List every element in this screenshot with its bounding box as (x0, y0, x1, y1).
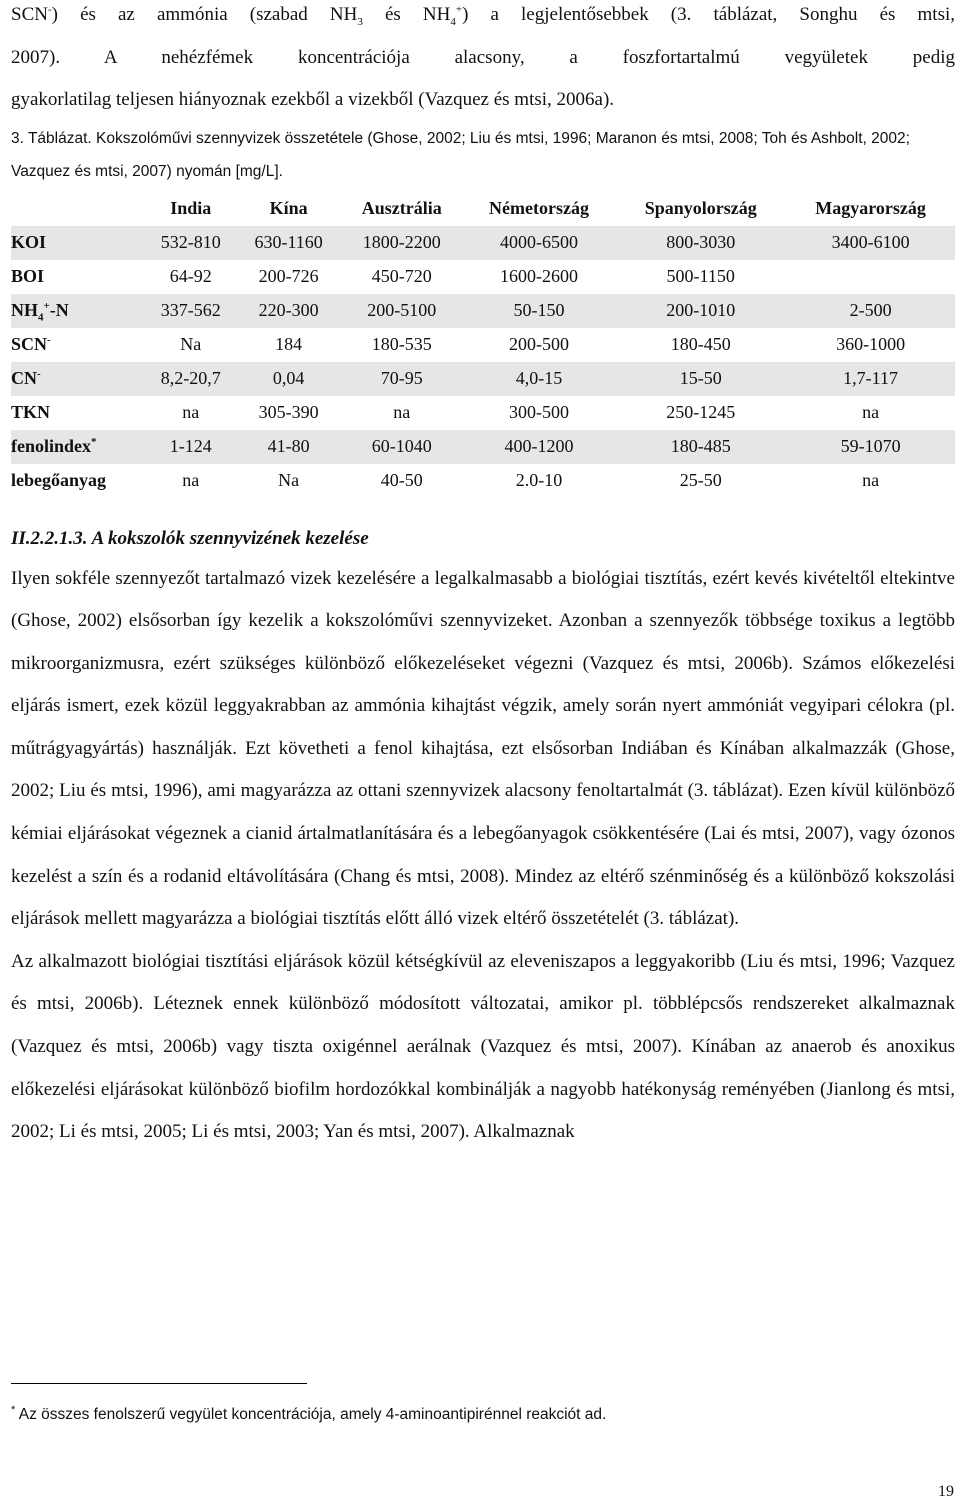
table-row (11, 430, 955, 464)
table-cell: Na (180, 334, 202, 354)
table-cell: 200-5100 (341, 294, 463, 328)
table-cell: 4000-6500 (463, 226, 615, 260)
table-cell: 200-1010 (615, 294, 786, 328)
table-cell: 630-1160 (237, 226, 341, 260)
table-cell: 305-390 (258, 402, 319, 422)
table-cell: 3400-6100 (786, 226, 955, 260)
table-cell: 1600-2600 (500, 266, 579, 286)
table-cell: 400-1200 (463, 430, 615, 464)
table-cell: 60-1040 (341, 430, 463, 464)
table-cell: 59-1070 (786, 430, 955, 464)
section-heading: II.2.2.1.3. A kokszolók szennyvizének kezelése (11, 527, 369, 549)
table-cell: na (393, 402, 411, 422)
table-header-row (11, 192, 955, 226)
table-cell: 50-150 (463, 294, 615, 328)
row-label: lebegőanyag (11, 470, 107, 490)
row-label: CN- (11, 362, 145, 396)
footnote-divider (11, 1383, 307, 1384)
table-cell: 0,04 (237, 362, 341, 396)
table-cell: 1800-2200 (341, 226, 463, 260)
header-cell: Ausztrália (361, 198, 442, 218)
table-cell: 8,2-20,7 (145, 362, 237, 396)
table-cell (786, 260, 955, 294)
table-cell: 40-50 (380, 470, 423, 490)
row-label: TKN (11, 402, 51, 422)
table-cell: 250-1245 (666, 402, 736, 422)
table-cell: 180-485 (615, 430, 786, 464)
intro-line-3: gyakorlatilag teljesen hiányoznak ezekből a vizekből (Vazquez és mtsi, 2006a). (11, 89, 615, 110)
header-cell: Kína (269, 198, 308, 218)
table-cell: Na (278, 470, 300, 490)
table-row (11, 294, 955, 328)
header-cell: Németország (489, 198, 589, 218)
table-cell: na (862, 402, 880, 422)
intro-line-2: 2007). A nehézfémek koncentrációja alacsony, a foszfortartalmú vegyületek pedig (11, 46, 955, 68)
table-cell: 500-1150 (666, 266, 735, 286)
table-row (11, 328, 955, 362)
header-empty (11, 192, 145, 226)
table-cell: 800-3030 (615, 226, 786, 260)
table-cell: na (182, 470, 200, 490)
section-paragraph-2: Az alkalmazott biológiai tisztítási eljárások közül kétségkívül az eleveniszapos a leggyakoribb (Liu és mtsi, 1996; Vazquez és mtsi, 2006b). Léteznek ennek különböző módosított változatai, amikor pl. többlépcsős rendszereket alkalmaznak (Vazquez és mtsi, 2006b) vagy tiszta oxigénnel aerálnak (Vazquez és mtsi, 2007). Kínában az anaerob és anoxikus előkezelési eljárásokat különböző biofilm hordozókkal kombinálják a nagyobb hatékonyság reményében (Jianlong és mtsi, 2002; Li és mtsi, 2005; Li és mtsi, 2003; Yan és mtsi, 2007). Alkalmaznak (11, 950, 955, 1143)
footnote-text: Az összes fenolszerű vegyület koncentrációja, amely 4-aminoantipirénnel reakciót ad. (15, 1406, 607, 1423)
table-row (11, 260, 955, 294)
table-cell: 450-720 (371, 266, 432, 286)
table-caption (11, 122, 955, 188)
intro-line-1: SCN-) és az ammónia (szabad $NH_3$ és $NH_4^+$) a legjelentősebbek (3. táblázat, Songhu és mtsi, (11, 3, 955, 28)
table-cell: na (862, 470, 880, 490)
table-cell: 180-450 (670, 334, 731, 354)
table-cell: 25-50 (679, 470, 722, 490)
document-page (11, 0, 955, 1154)
table-row (11, 464, 955, 498)
caption-text: Kokszolóművi szennyvizek összetétele (Ghose, 2002; Liu és mtsi, 1996; Maranon és mtsi, 2008; Toh és Ashbolt, 2002; Vazquez és mtsi, 2007) nyomán [mg/L]. (11, 129, 910, 180)
table-cell: 2.0-10 (515, 470, 563, 490)
table-cell: 2-500 (786, 294, 955, 328)
header-cell: India (170, 198, 212, 218)
table-cell: 200-726 (258, 266, 319, 286)
table-cell: 1-124 (145, 430, 237, 464)
table-cell: 41-80 (237, 430, 341, 464)
table-row (11, 362, 955, 396)
table-cell: 360-1000 (836, 334, 906, 354)
row-label: SCN- (11, 334, 51, 354)
header-cell: Magyarország (815, 198, 926, 218)
table-cell: 300-500 (509, 402, 570, 422)
section-paragraph-1: Ilyen sokféle szennyezőt tartalmazó vizek kezelésére a legalkalmasabb a biológiai tisztítás, ezért kevés kivételtől eltekintve (Ghose, 2002) elsősorban így kezelik a kokszolóművi szennyvizeket. Azonban a szennyezők többsége toxikus a legtöbb mikroorganizmusra, ezért szükséges különböző előkezeléseket végezni (Vazquez és mtsi, 2006b). Számos előkezelési eljárás ismert, ezek közül leggyakrabban az ammónia kihajtást végzik, amely során nyert ammóniát vegyipari célokra (pl. műtrágyagyártás) használják. Ezt követheti a fenol kihajtása, ezt elsősorban Indiában és Kínában alkalmazzák (Ghose, 2002; Liu és mtsi, 1996), ami magyarázza az ottani szennyvizek alacsony fenoltartalmát (3. táblázat). Ezen kívül különböző kémiai eljárásokat végeznek a cianid ártalmatlanítására és a lebegőanyagok csökkentésére (Lai és mtsi, 2007), vagy ózonos kezelést a szín és a rodanid eltávolítására (Chang és mtsi, 2008). Mindez az eltérő szénminőség és a különböző kokszolási eljárások mellett magyarázza a biológiai tisztítás előtt álló vizek eltérő összetételét (3. táblázat). (11, 567, 955, 930)
caption-label: 3. Táblázat. (11, 129, 92, 147)
table-cell: 532-810 (145, 226, 237, 260)
table-cell: 220-300 (237, 294, 341, 328)
table-cell: 1,7-117 (786, 362, 955, 396)
table-cell: 4,0-15 (463, 362, 615, 396)
footnote-mark: * (11, 1403, 16, 1416)
table-cell: 200-500 (509, 334, 570, 354)
table-cell: 15-50 (615, 362, 786, 396)
footnote (11, 1403, 607, 1424)
table-cell: 180-535 (371, 334, 432, 354)
table-cell: 184 (275, 334, 303, 354)
table-row (11, 226, 955, 260)
row-label: KOI (11, 226, 145, 260)
table-row (11, 396, 955, 430)
row-label: fenolindex* (11, 430, 145, 464)
row-label: BOI (11, 266, 45, 286)
table-cell: 70-95 (341, 362, 463, 396)
header-cell: Spanyolország (644, 198, 757, 218)
composition-table (11, 192, 955, 498)
table-cell: na (182, 402, 200, 422)
table-cell: 64-92 (169, 266, 212, 286)
table-cell: 337-562 (145, 294, 237, 328)
page-number: 19 (938, 1483, 954, 1500)
row-label: $NH_4^+-N$ (11, 294, 145, 328)
